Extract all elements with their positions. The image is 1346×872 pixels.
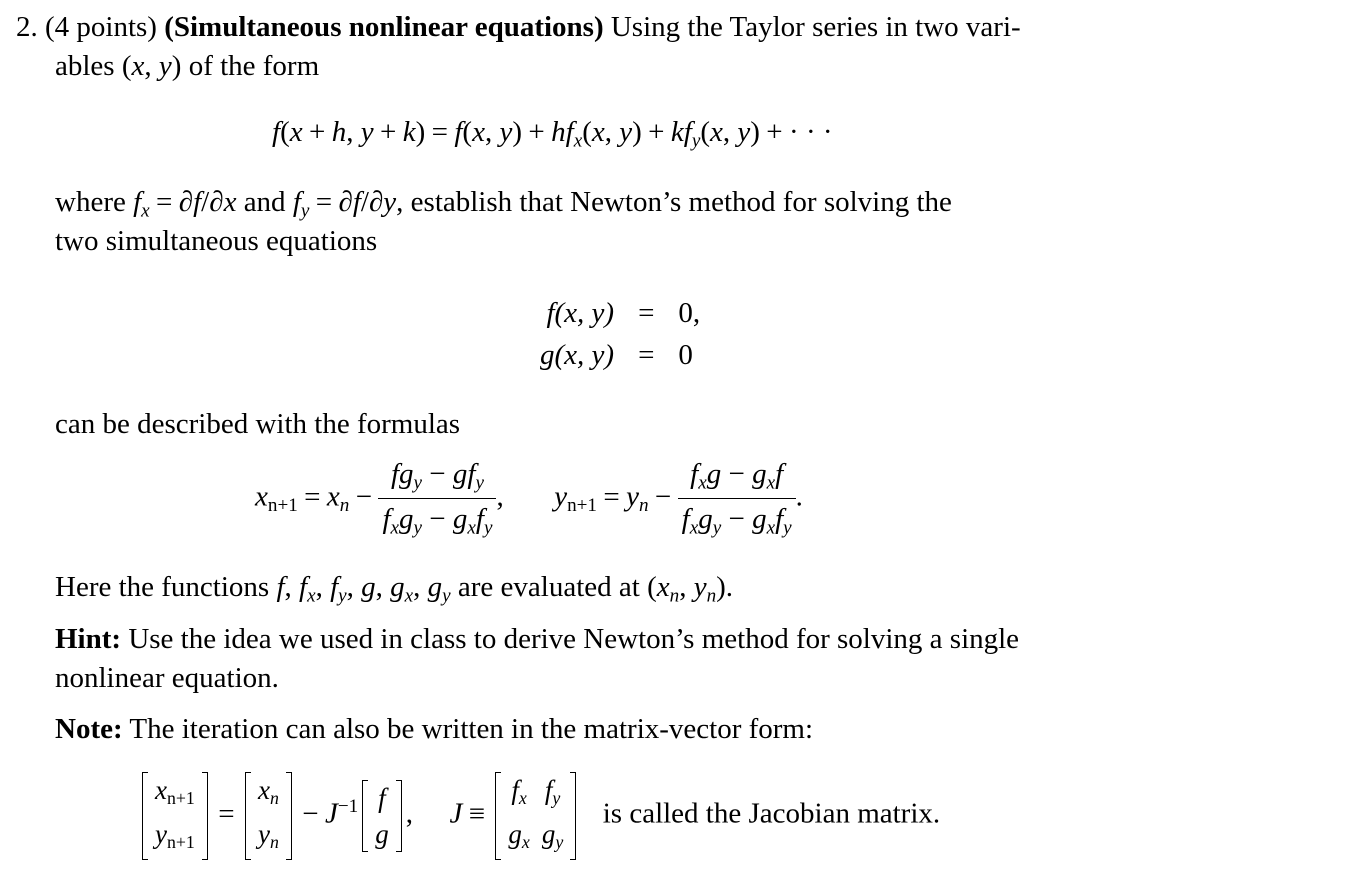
intro-text-2b: of the form [188,50,320,82]
where-text: where [55,186,126,218]
hint-line-1 [55,621,1019,657]
where-text-2: , establish that Newton’s method for solving the [396,186,952,218]
note-line [55,711,813,747]
equation-lhs: g(x, y) [540,338,615,371]
where-line-3: two simultaneous equations [55,225,378,257]
note-text: The iteration can also be written in the matrix-vector form: [129,713,814,745]
and-text: and [243,186,286,218]
x-update-fraction: $\frac{fg_y - gf_y}{f_xg_y - g_xf_y}$ [378,458,496,540]
evaluation-point: ($x_n$, $y_n$). [647,571,734,607]
equation-row [540,334,700,376]
evaluated-line [55,569,733,614]
problem-title: (Simultaneous nonlinear equations) [164,11,604,43]
intro-text-1: Using the Taylor series in two vari- [610,11,1021,43]
problem-heading [16,9,1021,45]
jacobian-text: is called the Jacobian matrix. [602,797,941,830]
equation-rel: = [638,338,655,371]
equation-row [540,292,700,334]
equation-lhs: f(x, y) [546,296,615,329]
matrix-equation: xn+1 yn+1 = $x_n$ $y_n$ − $J^{-1}$ f g , J ≡ $f_x$ $f_y$ $g_x$ $g_y$ is called the Jacobian matrix. [138,772,940,860]
hint-text-2: nonlinear equation. [55,662,279,694]
equation-rhs: 0, [678,296,701,329]
xy-pair: (x, y) [121,50,182,82]
problem-number: 2. [16,11,38,43]
note-label: Note: [55,713,123,745]
fx-definition: $f_x = \partial f/\partial x$ [133,186,237,222]
function-list: f, $f_x$, $f_y$, g, $g_x$, $g_y$ [276,571,451,607]
intro-text-2a: ables [55,50,115,82]
equation-rhs: 0 [678,338,693,371]
formulas-intro: can be described with the formulas [55,408,461,440]
equation-rel: = [638,296,655,329]
next-iterate-vector: xn+1 yn+1 [142,772,208,860]
function-vector: f g [362,780,402,852]
equation-system [540,292,700,376]
hint-text-1: Use the idea we used in class to derive Newton’s method for solving a single [128,623,1020,655]
taylor-series-equation: f(x + h, y + k) = f(x, $y) + hf_x(x$, $y) + kf_y(x$, y) + · · · [272,116,833,152]
evaluated-text-a: Here the functions [55,571,270,603]
problem-points: (4 points) [45,11,157,43]
evaluated-text-b: are evaluated at [457,571,640,603]
intro-line-2 [55,48,319,84]
current-iterate-vector: $x_n$ $y_n$ [245,772,292,860]
jacobian-matrix: $f_x$ $f_y$ $g_x$ $g_y$ [495,772,576,860]
fy-definition: $f_y = \partial f/\partial y$ [292,186,397,222]
y-update-fraction: $\frac{f_xg - g_xf}{f_xg_y - g_xf_y}$ [678,458,796,540]
newton-formulas: $xn+1 = x_n$ − $\frac{fg_y - gf_y}{f_xg_y - g_xf_y}$ , $yn+1 = y_n$ − $\frac{f_xg - g_xf}{f_xg_y - g_xf_y}$ . [255,458,803,539]
hint-label: Hint: [55,623,122,655]
